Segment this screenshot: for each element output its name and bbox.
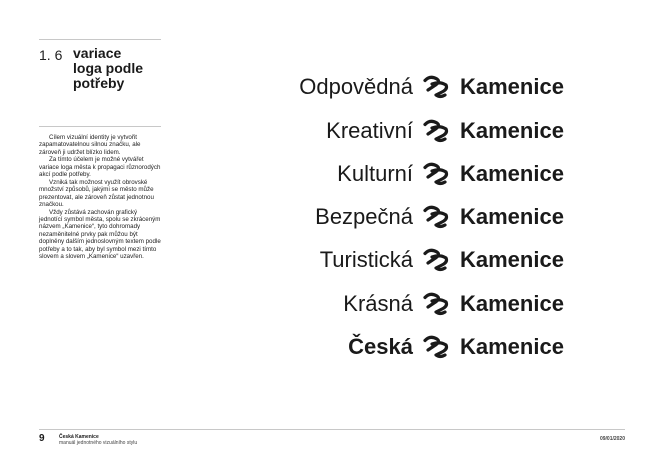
brand-name: Kamenice: [460, 291, 564, 316]
city-symbol-icon: [422, 118, 452, 144]
section-number: 1. 6: [39, 47, 63, 63]
city-symbol-icon: [422, 334, 452, 360]
variant-word: Česká: [348, 334, 413, 359]
section-title: [73, 46, 173, 91]
variant-word: Bezpečná: [315, 204, 413, 229]
city-symbol-icon: [422, 291, 452, 317]
city-symbol-icon: [422, 247, 452, 273]
brand-name: Kamenice: [460, 74, 564, 99]
variant-word: Krásná: [343, 291, 413, 316]
logo-variant-row: [200, 202, 580, 232]
brand-name: Kamenice: [460, 118, 564, 143]
logo-variant-row: [200, 289, 580, 319]
footer-doc-subtitle: manuál jednotného vizuálního stylu: [59, 440, 138, 446]
body-paragraph: Vždy zůstává zachován grafický jednotící symbol města, spolu se zkráceným názvem „Kamenice“, tyto dohromady nezaměnitelné prvky pak můžou být doplněny dalším jednoslovným textem podle potřeby a to tak, aby byl symbol mezi tímto slovem a slovem „Kamenice“ uzavřen.: [39, 208, 161, 261]
footer-date: 09/01/2020: [599, 436, 625, 442]
city-symbol-icon: [422, 161, 452, 187]
variant-word: Kulturní: [337, 161, 413, 186]
brand-name: Kamenice: [460, 161, 564, 186]
logo-variant-row: [200, 159, 580, 189]
section-title-line: loga podle: [73, 60, 143, 76]
text-rule: [39, 126, 161, 127]
logo-variant-row: [200, 332, 580, 362]
header-rule: [39, 39, 161, 40]
brand-name: Kamenice: [460, 247, 564, 272]
city-symbol-icon: [422, 74, 452, 100]
variant-word: Kreativní: [326, 118, 413, 143]
variant-word: Turistická: [319, 247, 413, 272]
body-paragraph: Za tímto účelem je možné vytvářet variace loga města k propagaci různorodých akcí podle potřeby.: [39, 156, 161, 179]
body-text: [39, 134, 161, 261]
page-number: 9: [39, 433, 45, 444]
logo-variant-row: [200, 72, 580, 102]
brand-name: Kamenice: [460, 204, 564, 229]
city-symbol-icon: [422, 204, 452, 230]
footer-doc-title: Česká Kamenice: [59, 434, 99, 440]
section-title-line: variace: [73, 45, 122, 61]
body-paragraph: Cílem vizuální identity je vytvořit zapamatovatelnou silnou značku, ale zároveň ji udržet blízko lidem.: [39, 134, 141, 156]
logo-variant-row: [200, 245, 580, 275]
section-title-line: potřeby: [73, 75, 125, 91]
body-paragraph: Vzniká tak možnost využít obrovské množství způsobů, jakými se město může prezentovat, ale zároveň zůstat jednotnou značkou.: [39, 178, 154, 209]
brand-name: Kamenice: [460, 334, 564, 359]
logo-variant-row: [200, 116, 580, 146]
variant-word: Odpovědná: [299, 74, 413, 99]
footer-rule: [39, 429, 625, 430]
